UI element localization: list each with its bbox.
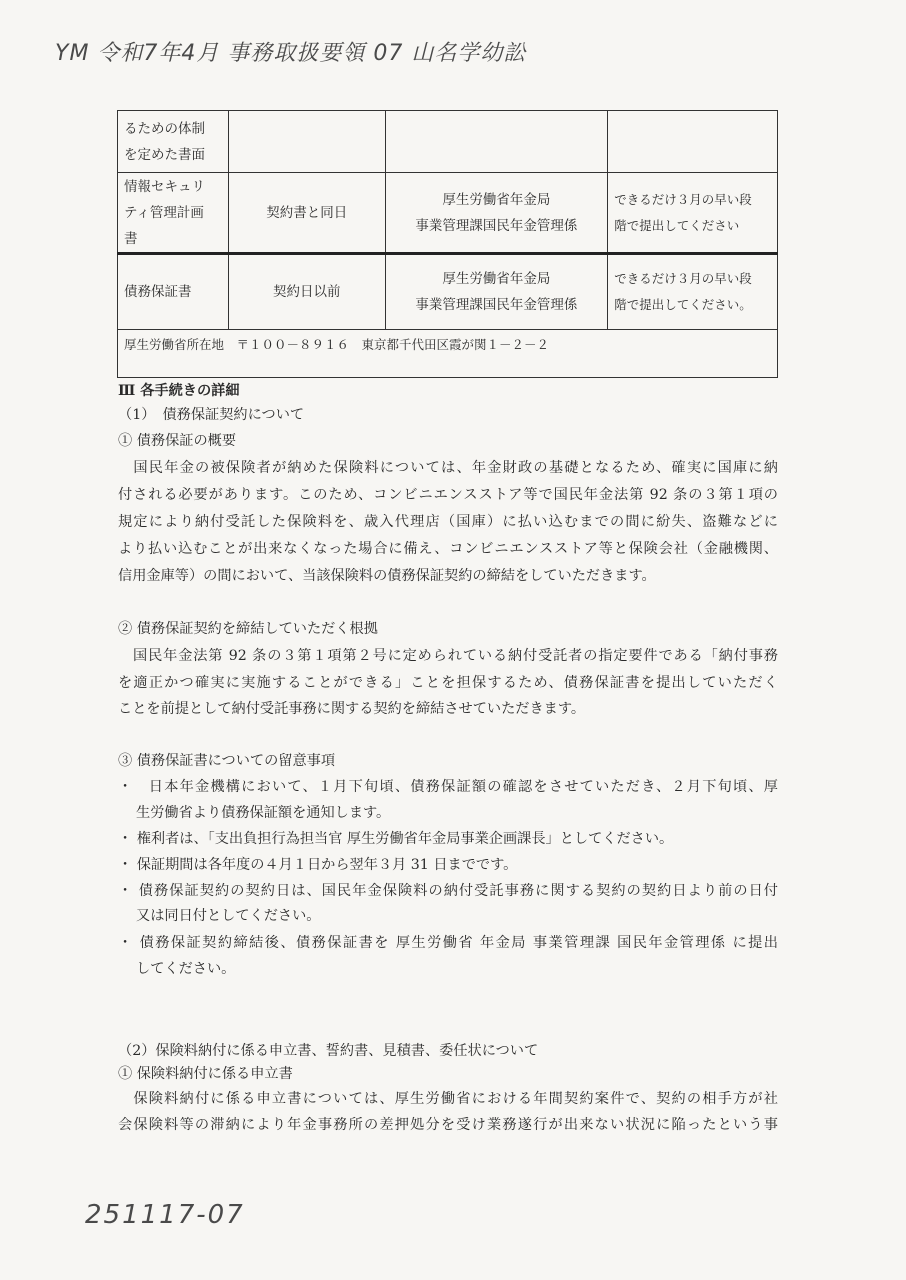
cell-line: 階で提出してください <box>614 217 740 233</box>
cell-line: 厚生労働省年金局 <box>442 271 551 287</box>
section-heading: Ⅲ 各手続きの詳細 <box>118 383 240 399</box>
ministry-address: 厚生労働省所在地 〒１００－８９１６ 東京都千代田区霞が関１－２－２ <box>118 330 778 378</box>
bullet-line: ・ 保証期間は各年度の４月１日から翌年３月 31 日までです。 <box>118 857 518 873</box>
cell-line: 階で提出してください。 <box>614 297 752 312</box>
table-row <box>118 111 778 173</box>
subsection-heading: （1） 債務保証契約について <box>118 407 305 423</box>
bullet-line: ・ 権利者は、「支出負担行為担当官 厚生労働省年金局事業企画課長」としてください。 <box>118 831 674 847</box>
note-cell <box>608 173 778 254</box>
table-footer-row <box>118 330 778 378</box>
paragraph-line: 保険料納付に係る申立書については、厚生労働省における年間契約案件で、契約の相手方が社 <box>118 1091 778 1107</box>
paragraph-line: 国民年金法第 92 条の３第１項第２号に定められている納付受託者の指定要件である「納付事務 <box>118 648 778 664</box>
document-cell <box>118 173 229 254</box>
cell-line: 事業管理課国民年金管理係 <box>415 297 578 313</box>
submit-to-cell <box>385 173 608 254</box>
handwritten-reference-number: 251117-07 <box>85 1200 245 1230</box>
bullet-line: ・ 日本年金機構において、１月下旬頃、債務保証額の確認をさせていただき、２月下旬頃、厚 <box>118 779 778 795</box>
paragraph-line: を適正かつ確実に実施することができる」ことを担保するため、債務保証書を提出していただく <box>118 675 778 691</box>
cell-line: ティ管理計画 <box>124 204 204 221</box>
subsection-heading: （2）保険料納付に係る申立書、誓約書、見積書、委任状について <box>118 1043 539 1059</box>
paragraph-line: 規定により納付受託した保険料を、歳入代理店（国庫）に払い込むまでの間に紛失、盗難などに <box>118 514 778 530</box>
cell-line: できるだけ３月の早い段 <box>614 271 752 286</box>
cell-line: 情報セキュリ <box>124 178 205 195</box>
paragraph-line: 会保険料等の滞納により年金事務所の差押処分を受け業務遂行が出来ない状況に陥ったという事 <box>118 1117 778 1133</box>
cell-line: るための体制 <box>124 120 205 137</box>
submit-to-cell <box>385 254 608 330</box>
item-heading: ① 保険料納付に係る申立書 <box>118 1066 293 1082</box>
paragraph-line: 付される必要があります。このため、コンビニエンスストア等で国民年金法第 92 条の３第１項の <box>118 487 778 503</box>
paragraph-line: より払い込むことが出来なくなった場合に備え、コンビニエンスストア等と保険会社（金融機関、 <box>118 541 778 557</box>
cell-line: 事業管理課国民年金管理係 <box>415 217 578 234</box>
bullet-line: ・ 債務保証契約の契約日は、国民年金保険料の納付受託事務に関する契約の契約日より前の日付 <box>118 883 778 899</box>
item-heading: ② 債務保証契約を締結していただく根拠 <box>118 621 378 637</box>
deadline-cell: 契約日以前 <box>228 254 385 330</box>
document-cell <box>118 111 229 173</box>
document-cell: 債務保証書 <box>118 254 229 330</box>
paragraph-line: 信用金庫等）の間において、当該保険料の債務保証契約の締結をしていただきます。 <box>118 568 656 584</box>
submission-table <box>117 110 778 378</box>
item-heading: ③ 債務保証書についての留意事項 <box>118 753 336 769</box>
submit-to-cell <box>385 111 608 173</box>
paragraph-line: ことを前提として納付受託事務に関する契約を締結させていただきます。 <box>118 701 586 717</box>
cell-line: 書 <box>124 230 138 247</box>
bullet-line: ・ 債務保証契約締結後、債務保証書を 厚生労働省 年金局 事業管理課 国民年金管理係 に提出 <box>118 935 778 951</box>
note-cell <box>608 111 778 173</box>
table-row <box>118 254 778 330</box>
bullet-line: 又は同日付としてください。 <box>136 908 321 924</box>
deadline-cell: 契約書と同日 <box>228 173 385 254</box>
cell-line: 厚生労働省年金局 <box>442 191 551 208</box>
bullet-line: 生労働省より債務保証額を通知します。 <box>136 805 391 821</box>
item-heading: ① 債務保証の概要 <box>118 433 237 449</box>
bullet-line: してください。 <box>136 961 236 977</box>
cell-line: を定めた書面 <box>124 146 205 163</box>
paragraph-line: 国民年金の被保険者が納めた保険料については、年金財政の基礎となるため、確実に国庫に納 <box>118 460 778 476</box>
cell-line: できるだけ３月の早い段 <box>614 191 752 207</box>
handwritten-header-note: YM 令和7年4月 事務取扱要領 07 山名学幼訟 <box>55 41 527 66</box>
table-row <box>118 173 778 254</box>
deadline-cell <box>228 111 385 173</box>
note-cell <box>608 254 778 330</box>
